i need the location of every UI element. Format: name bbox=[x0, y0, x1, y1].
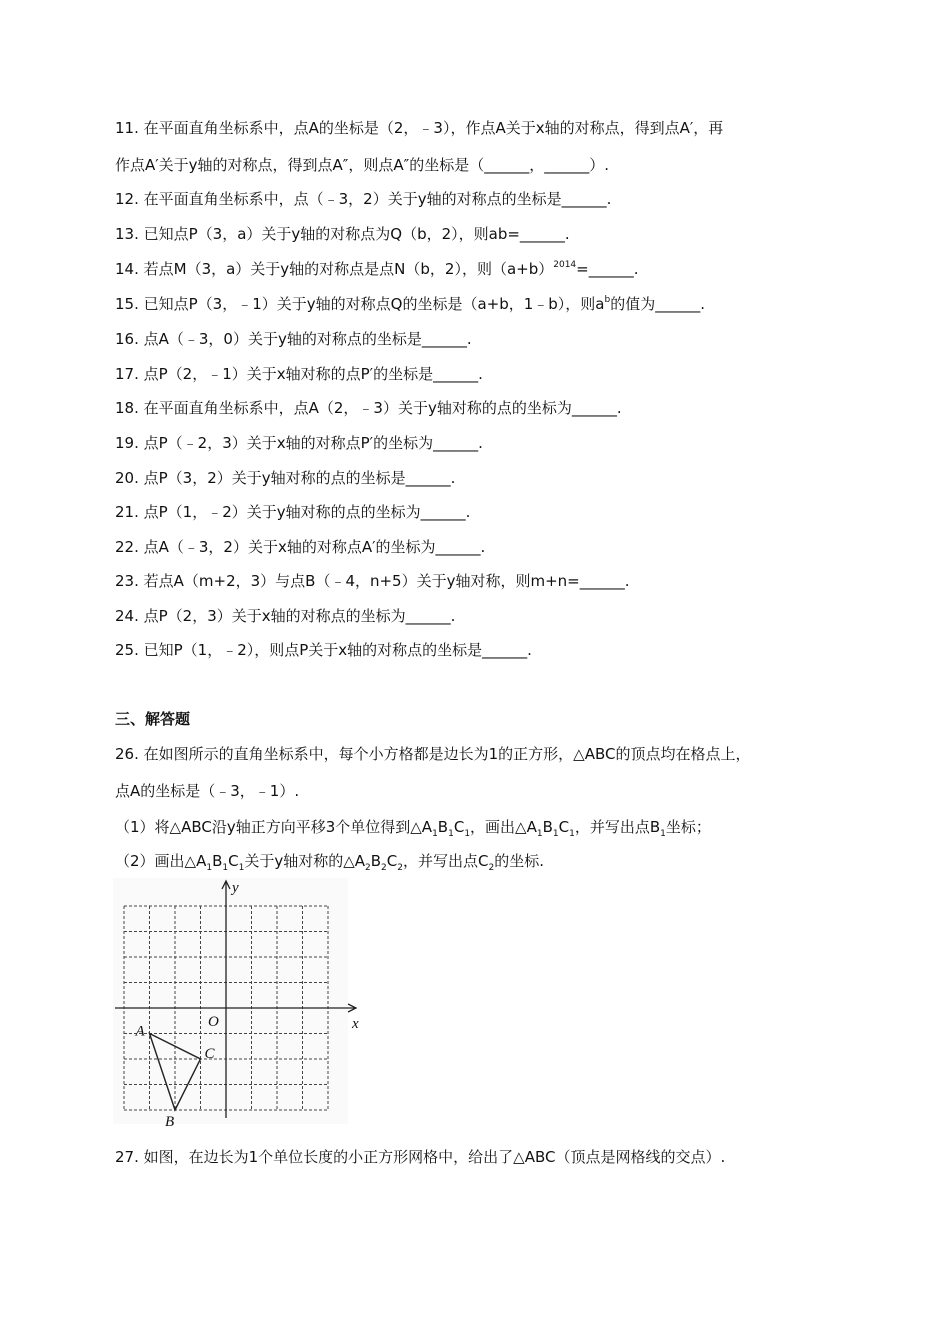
question-15 bbox=[115, 294, 705, 317]
part-2-subscript: 2 bbox=[365, 863, 371, 873]
part-2-text: ，并写出点C bbox=[403, 852, 489, 870]
part-1-subscript: 1 bbox=[448, 829, 454, 839]
part-1-subscript: 1 bbox=[660, 829, 666, 839]
part-2-text: B bbox=[370, 852, 382, 870]
part-1-text: B bbox=[542, 818, 553, 836]
part-1-subscript: 1 bbox=[552, 829, 559, 839]
question-15-tail: 的值为______. bbox=[610, 295, 705, 313]
question-14-text: 14. 若点M（3，a）关于y轴的对称点是点N（b，2），则（a+b） bbox=[115, 260, 554, 278]
part-1-text: 坐标； bbox=[665, 818, 711, 836]
question-14-tail: =______. bbox=[576, 260, 639, 278]
question-21: 21. 点P（1，﹣2）关于y轴对称的点的坐标为______. bbox=[115, 503, 471, 521]
question-15-text: 15. 已知点P（3，﹣1）关于y轴的对称点Q的坐标是（a+b，1﹣b），则a bbox=[115, 295, 605, 313]
question-25: 25. 已知P（1，﹣2），则点P关于x轴的对称点的坐标是______. bbox=[115, 641, 532, 659]
part-1-text: B bbox=[437, 818, 449, 836]
question-20: 20. 点P（3，2）关于y轴对称的点的坐标是______. bbox=[115, 469, 456, 487]
question-26-line-1: 26. 在如图所示的直角坐标系中，每个小方格都是边长为1的正方形，△ABC的顶点均在格点上， bbox=[115, 745, 751, 763]
part-1-subscript: 1 bbox=[536, 829, 543, 839]
vertex-c-label: C bbox=[204, 1046, 215, 1062]
question-26-part-2 bbox=[115, 851, 544, 874]
part-2-text: 的坐标. bbox=[494, 852, 544, 870]
question-15-exponent: b bbox=[604, 295, 611, 305]
x-axis-label: x bbox=[352, 1016, 359, 1032]
part-2-text: B bbox=[212, 852, 223, 870]
question-22: 22. 点A（﹣3，2）关于x轴的对称点A′的坐标为______. bbox=[115, 538, 486, 556]
question-26-part-1 bbox=[115, 817, 711, 840]
part-2-text: （2）画出△A bbox=[115, 852, 207, 870]
question-11-line-2: 作点A′关于y轴的对称点，得到点A″，则点A″的坐标是（______，______）. bbox=[115, 156, 610, 174]
section-heading: 三、解答题 bbox=[115, 710, 191, 728]
part-2-subscript: 2 bbox=[488, 863, 495, 873]
question-26-line-2: 点A的坐标是（﹣3，﹣1）. bbox=[115, 782, 300, 800]
part-2-subscript: 1 bbox=[222, 863, 229, 873]
vertex-b-label: B bbox=[165, 1114, 175, 1130]
question-12: 12. 在平面直角坐标系中，点（﹣3，2）关于y轴的对称点的坐标是______. bbox=[115, 190, 612, 208]
origin-label: O bbox=[208, 1014, 219, 1030]
coordinate-grid-figure bbox=[113, 878, 359, 1130]
part-2-subscript: 2 bbox=[397, 863, 403, 873]
part-1-text: C bbox=[558, 818, 570, 836]
question-14-exponent: 2014 bbox=[553, 260, 577, 270]
question-13: 13. 已知点P（3，a）关于y轴的对称点为Q（b，2），则ab=______. bbox=[115, 225, 570, 243]
figure-background bbox=[113, 878, 348, 1124]
part-1-text: ，画出△A bbox=[470, 818, 537, 836]
part-2-subscript: 1 bbox=[238, 863, 245, 873]
part-1-text: ，并写出点B bbox=[574, 818, 661, 836]
question-16: 16. 点A（﹣3，0）关于y轴的对称点的坐标是______. bbox=[115, 330, 472, 348]
part-2-text: C bbox=[228, 852, 239, 870]
question-23: 23. 若点A（m+2，3）与点B（﹣4，n+5）关于y轴对称，则m+n=______. bbox=[115, 572, 630, 590]
question-18: 18. 在平面直角坐标系中，点A（2，﹣3）关于y轴对称的点的坐标为______. bbox=[115, 399, 622, 417]
question-27: 27. 如图，在边长为1个单位长度的小正方形网格中，给出了△ABC（顶点是网格线的交点）. bbox=[115, 1148, 726, 1166]
part-1-subscript: 1 bbox=[432, 829, 438, 839]
question-14 bbox=[115, 259, 639, 282]
question-11-line-1: 11. 在平面直角坐标系中，点A的坐标是（2，﹣3），作点A关于x轴的对称点，得到点A′，再 bbox=[115, 119, 724, 137]
part-1-subscript: 1 bbox=[464, 829, 471, 839]
vertex-a-label: A bbox=[135, 1023, 145, 1040]
question-17: 17. 点P（2，﹣1）关于x轴对称的点P′的坐标是______. bbox=[115, 365, 483, 383]
question-24: 24. 点P（2，3）关于x轴的对称点的坐标为______. bbox=[115, 607, 456, 625]
part-2-subscript: 2 bbox=[381, 863, 387, 873]
y-axis-label: y bbox=[232, 880, 239, 896]
part-1-text: C bbox=[453, 818, 465, 836]
part-2-text: 关于y轴对称的△A bbox=[244, 852, 366, 870]
part-1-text: （1）将△ABC沿y轴正方向平移3个单位得到△A bbox=[115, 818, 433, 836]
part-2-subscript: 1 bbox=[206, 863, 213, 873]
part-1-subscript: 1 bbox=[569, 829, 575, 839]
question-19: 19. 点P（﹣2，3）关于x轴的对称点P′的坐标为______. bbox=[115, 434, 483, 452]
part-2-text: C bbox=[386, 852, 398, 870]
